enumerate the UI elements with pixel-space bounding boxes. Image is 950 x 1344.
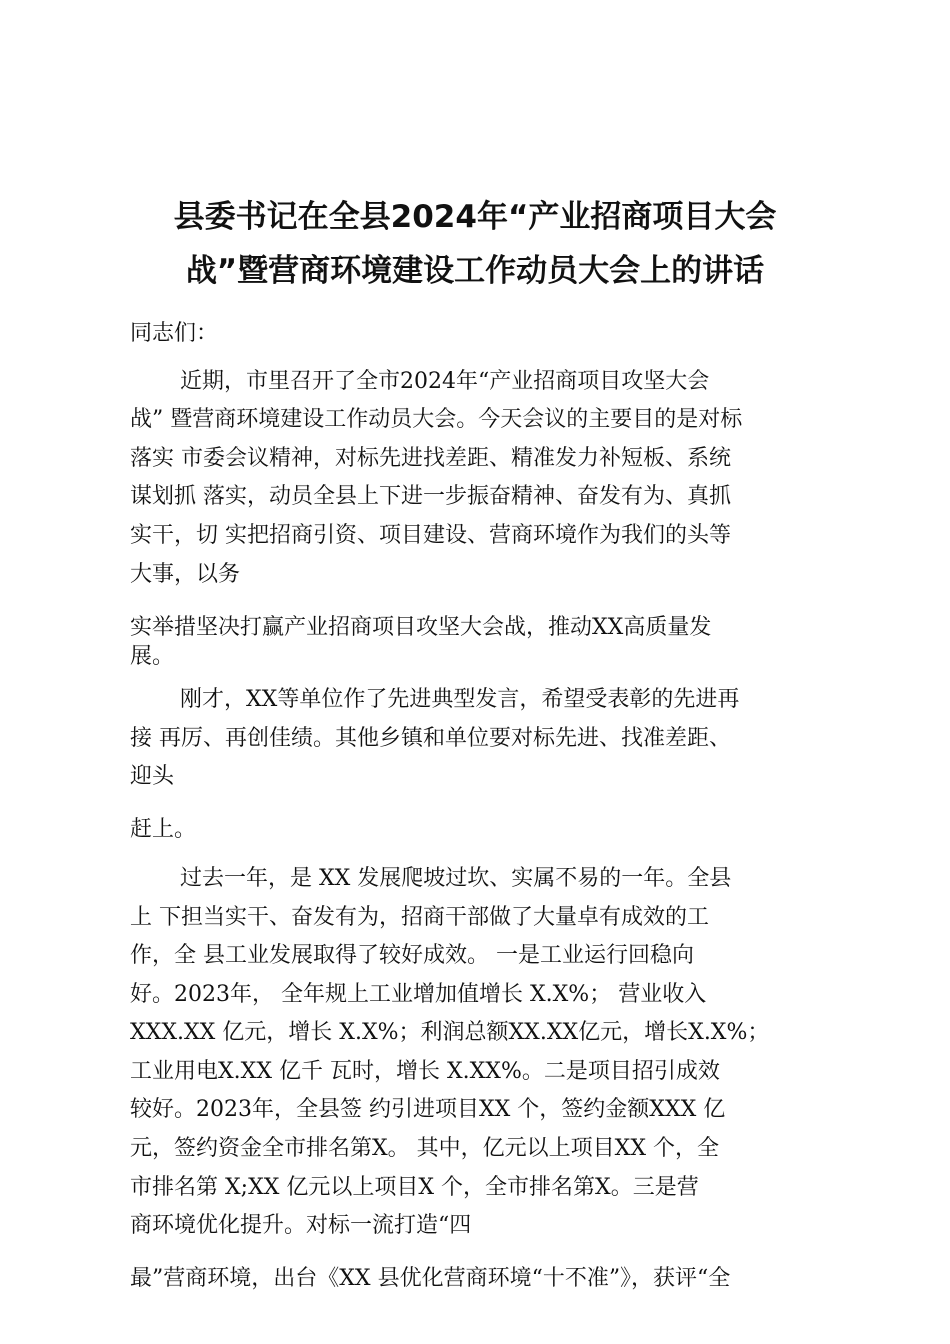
salutation: 同志们： bbox=[130, 321, 219, 346]
text-line: 商环境优化提升。对标一流打造“四 bbox=[130, 1213, 472, 1238]
text-line: 好。2023年， 全年规上工业增加值增长 X.X%； 营业收入 bbox=[130, 982, 707, 1007]
text-line: 刚才，XX等单位作了先进典型发言，希望受表彰的先进再 bbox=[180, 687, 740, 712]
text-line: 市排名第 X;XX 亿元以上项目X 个，全市排名第X。三是营 bbox=[130, 1175, 699, 1200]
text-line: 落实 市委会议精神，对标先进找差距、精准发力补短板、系统 bbox=[130, 446, 731, 471]
text-line: 赶上。 bbox=[130, 817, 197, 842]
text-line: 较好。2023年，全县签 约引进项目XX 个，签约金额XXX 亿 bbox=[130, 1097, 726, 1122]
text-line: 大事，以务 bbox=[130, 562, 241, 587]
text-line: 近期，市里召开了全市2024年“产业招商项目攻坚大会 bbox=[180, 369, 710, 394]
text-line: 展。 bbox=[130, 644, 175, 669]
text-line: 作，全 县工业发展取得了较好成效。 一是工业运行回稳向 bbox=[130, 943, 694, 968]
text-line: 实干，切 实把招商引资、项目建设、营商环境作为我们的头等 bbox=[130, 523, 731, 548]
text-line: 上 下担当实干、奋发有为，招商干部做了大量卓有成效的工 bbox=[130, 905, 709, 930]
text-line: 最”营商环境，出台《XX 县优化营商环境“十不准”》，获评“全 bbox=[130, 1266, 731, 1291]
text-line: 谋划抓 落实，动员全县上下进一步振奋精神、奋发有为、真抓 bbox=[130, 484, 731, 509]
text-line: 过去一年，是 XX 发展爬坡过坎、实属不易的一年。全县 bbox=[180, 866, 732, 891]
text-line: 实举措坚决打赢产业招商项目攻坚大会战，推动XX高质量发 bbox=[130, 615, 712, 640]
text-line: 迎头 bbox=[130, 764, 175, 789]
title-line-1: 县委书记在全县2024年“产业招商项目大会 bbox=[173, 199, 777, 235]
text-line: 接 再厉、再创佳绩。其他乡镇和单位要对标先进、找准差距、 bbox=[130, 726, 731, 751]
text-line: XXX.XX 亿元，增长 X.X%；利润总额XX.XX亿元，增长X.X%； bbox=[130, 1020, 770, 1045]
text-line: 战” 暨营商环境建设工作动员大会。今天会议的主要目的是对标 bbox=[130, 407, 743, 432]
document-title bbox=[100, 190, 850, 298]
title-line-2: 战”暨营商环境建设工作动员大会上的讲话 bbox=[185, 253, 765, 289]
text-line: 工业用电X.XX 亿千 瓦时，增长 X.XX%。二是项目招引成效 bbox=[130, 1059, 720, 1084]
text-line: 元，签约资金全市排名第X。 其中，亿元以上项目XX 个，全 bbox=[130, 1136, 719, 1161]
